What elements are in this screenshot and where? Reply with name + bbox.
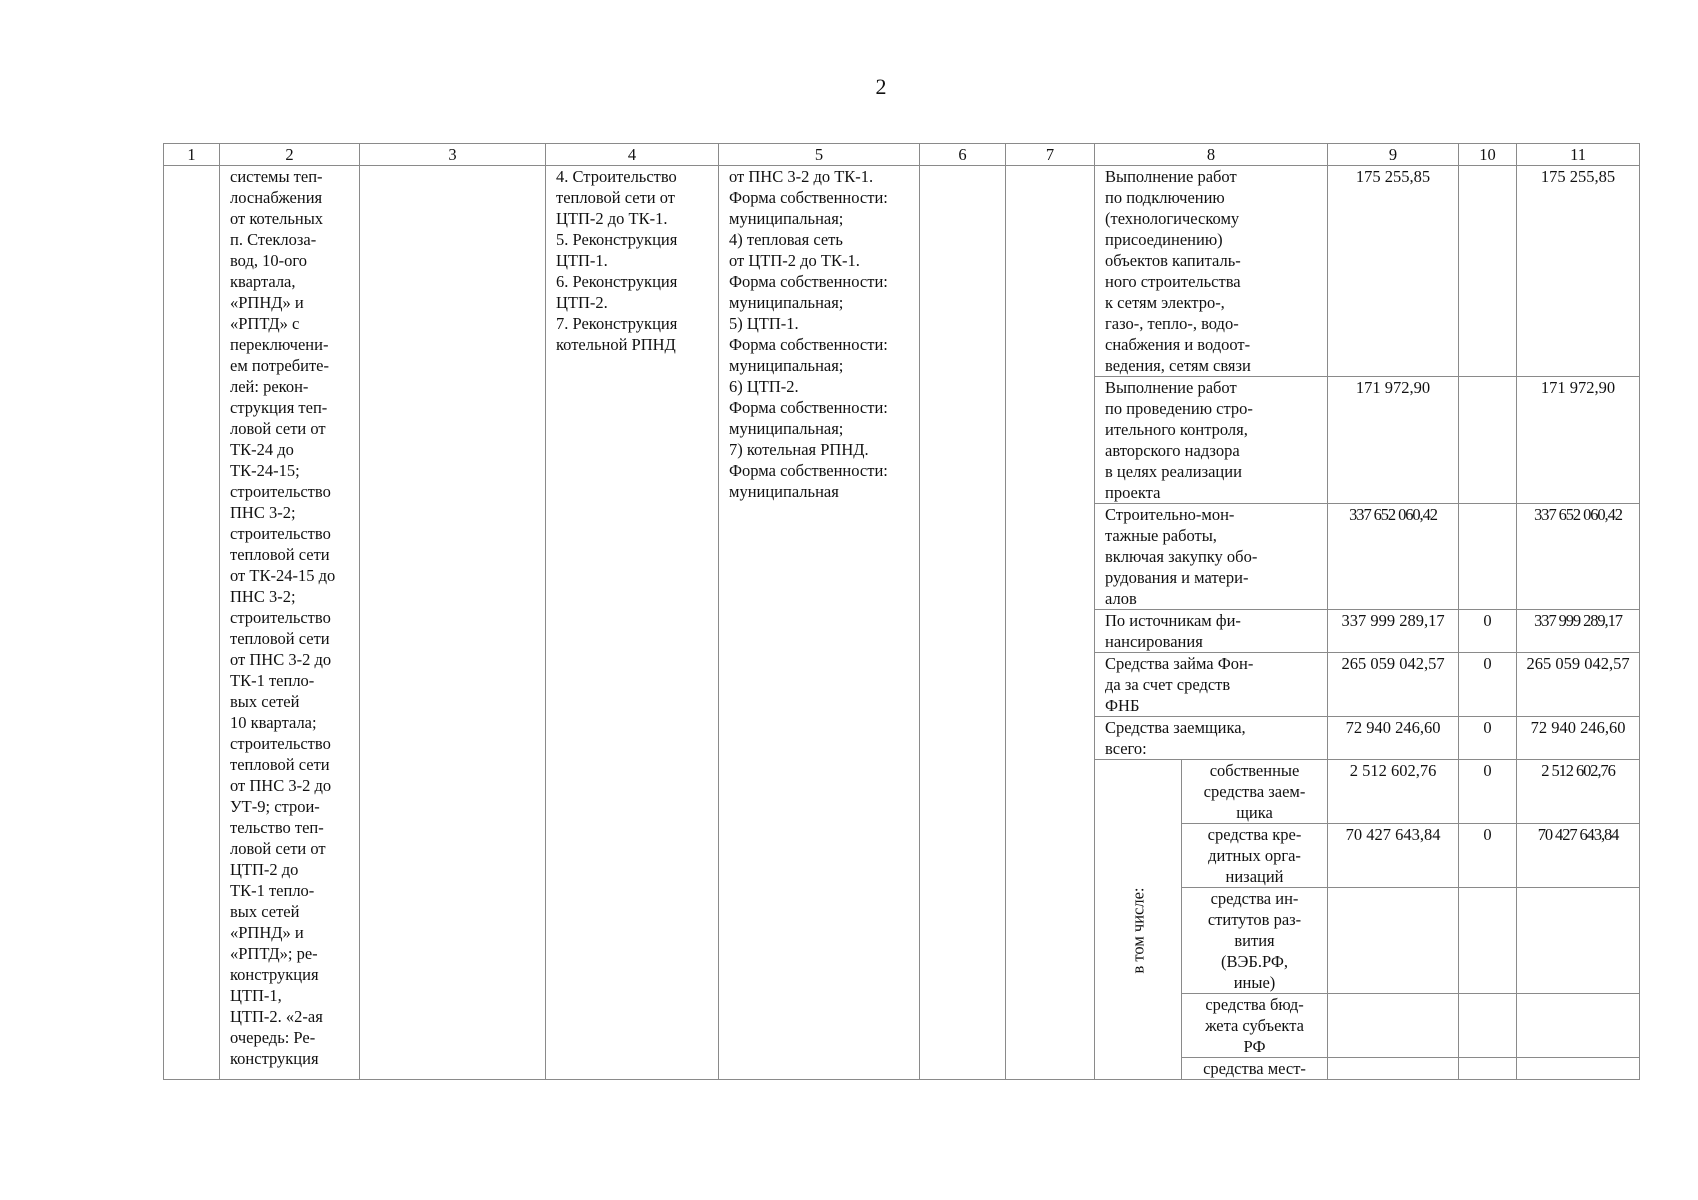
- value-col11: 265 059 042,57: [1517, 653, 1640, 717]
- column-number: 11: [1517, 144, 1640, 166]
- value-col10: 0: [1459, 610, 1517, 653]
- value-col9: 72 940 246,60: [1328, 717, 1459, 760]
- value-col10: 0: [1459, 653, 1517, 717]
- column-number: 9: [1328, 144, 1459, 166]
- cell-col3: [360, 166, 546, 1080]
- column-number: 3: [360, 144, 546, 166]
- row-label: Выполнение работ по подключению (технологическому присоединению) объектов капиталь- ного строительства к сетям электро-, газо-, тепло-, водо- снабжения и водоот- ведения, сетям связи: [1095, 166, 1328, 377]
- page-number: 2: [875, 74, 887, 99]
- cell-col6: [920, 166, 1006, 1080]
- row-label: Средства займа Фон- да за счет средств ФНБ: [1095, 653, 1328, 717]
- subrow-label: средства бюд- жета субъекта РФ: [1182, 994, 1328, 1058]
- column-number: 2: [220, 144, 360, 166]
- value-col10: 0: [1459, 824, 1517, 888]
- cell-col5-objects: от ПНС 3-2 до ТК-1. Форма собственности: муниципальная; 4) тепловая сеть от ЦТП-2 до ТК-1. Форма собственности: муниципальная; 5) ЦТП-1. Форма собственности: муниципальная; 6) ЦТП-2. Форма собственности: муниципальная; 7) котельная РПНД. Форма собственности: муниципальная: [719, 166, 920, 1080]
- value-col11: 72 940 246,60: [1517, 717, 1640, 760]
- value-col9: 70 427 643,84: [1328, 824, 1459, 888]
- value-col9: 175 255,85: [1328, 166, 1459, 377]
- value-col11: 337 652 060,42: [1517, 504, 1640, 610]
- column-number: 8: [1095, 144, 1328, 166]
- value-col9: 337 652 060,42: [1328, 504, 1459, 610]
- value-col11: 171 972,90: [1517, 377, 1640, 504]
- value-col10: [1459, 166, 1517, 377]
- row-label: По источникам фи- нансирования: [1095, 610, 1328, 653]
- value-col10: [1459, 888, 1517, 994]
- financing-table: [163, 143, 1640, 1080]
- value-col11: 175 255,85: [1517, 166, 1640, 377]
- subrow-label: собственные средства заем- щика: [1182, 760, 1328, 824]
- value-col11: 70 427 643,84: [1517, 824, 1640, 888]
- cell-col7: [1006, 166, 1095, 1080]
- value-col10: [1459, 1058, 1517, 1080]
- value-col10: 0: [1459, 717, 1517, 760]
- column-number: 10: [1459, 144, 1517, 166]
- value-col9: 2 512 602,76: [1328, 760, 1459, 824]
- cell-col1: [164, 166, 220, 1080]
- value-col11: [1517, 888, 1640, 994]
- cell-col4-works: 4. Строительство тепловой сети от ЦТП-2 до ТК-1. 5. Реконструкция ЦТП-1. 6. Реконструкция ЦТП-2. 7. Реконструкция котельной РПНД: [546, 166, 719, 1080]
- value-col10: 0: [1459, 760, 1517, 824]
- subrow-label: средства ин- ститутов раз- вития (ВЭБ.РФ, иные): [1182, 888, 1328, 994]
- value-col9: 337 999 289,17: [1328, 610, 1459, 653]
- value-col9: [1328, 888, 1459, 994]
- group-label: в том числе:: [1128, 886, 1148, 974]
- column-number: 4: [546, 144, 719, 166]
- value-col9: 171 972,90: [1328, 377, 1459, 504]
- column-number: 1: [164, 144, 220, 166]
- value-col10: [1459, 377, 1517, 504]
- row-label: Строительно-мон- тажные работы, включая закупку обо- рудования и матери- алов: [1095, 504, 1328, 610]
- value-col11: [1517, 994, 1640, 1058]
- row-label: Выполнение работ по проведению стро- ительного контроля, авторского надзора в целях реализации проекта: [1095, 377, 1328, 504]
- value-col9: 265 059 042,57: [1328, 653, 1459, 717]
- value-col9: [1328, 994, 1459, 1058]
- value-col10: [1459, 994, 1517, 1058]
- column-number: 7: [1006, 144, 1095, 166]
- column-number: 5: [719, 144, 920, 166]
- subrow-label: средства мест-: [1182, 1058, 1328, 1080]
- subrow-label: средства кре- дитных орга- низаций: [1182, 824, 1328, 888]
- cell-col2-description: системы теп- лоснабжения от котельных п. Стеклоза- вод, 10-ого квартала, «РПНД» и «РПТД» с переключени- ем потребите- лей: рекон- струкция теп- ловой сети от ТК-24 до ТК-24-15; строительство ПНС 3-2; строительство тепловой сети от ТК-24-15 до ПНС 3-2; строительство тепловой сети от ПНС 3-2 до ТК-1 тепло- вых сетей 10 квартала; строительство тепловой сети от ПНС 3-2 до УТ-9; строи- тельство теп- ловой сети от ЦТП-2 до ТК-1 тепло- вых сетей «РПНД» и «РПТД»; ре- конструкция ЦТП-1, ЦТП-2. «2-ая очередь: Ре- конструкция: [220, 166, 360, 1080]
- value-col11: [1517, 1058, 1640, 1080]
- table-row: [164, 166, 1640, 377]
- value-col9: [1328, 1058, 1459, 1080]
- column-number-row: [164, 144, 1640, 166]
- column-number: 6: [920, 144, 1006, 166]
- group-label-cell: [1095, 760, 1182, 1080]
- value-col11: 337 999 289,17: [1517, 610, 1640, 653]
- value-col10: [1459, 504, 1517, 610]
- row-label: Средства заемщика, всего:: [1095, 717, 1328, 760]
- value-col11: 2 512 602,76: [1517, 760, 1640, 824]
